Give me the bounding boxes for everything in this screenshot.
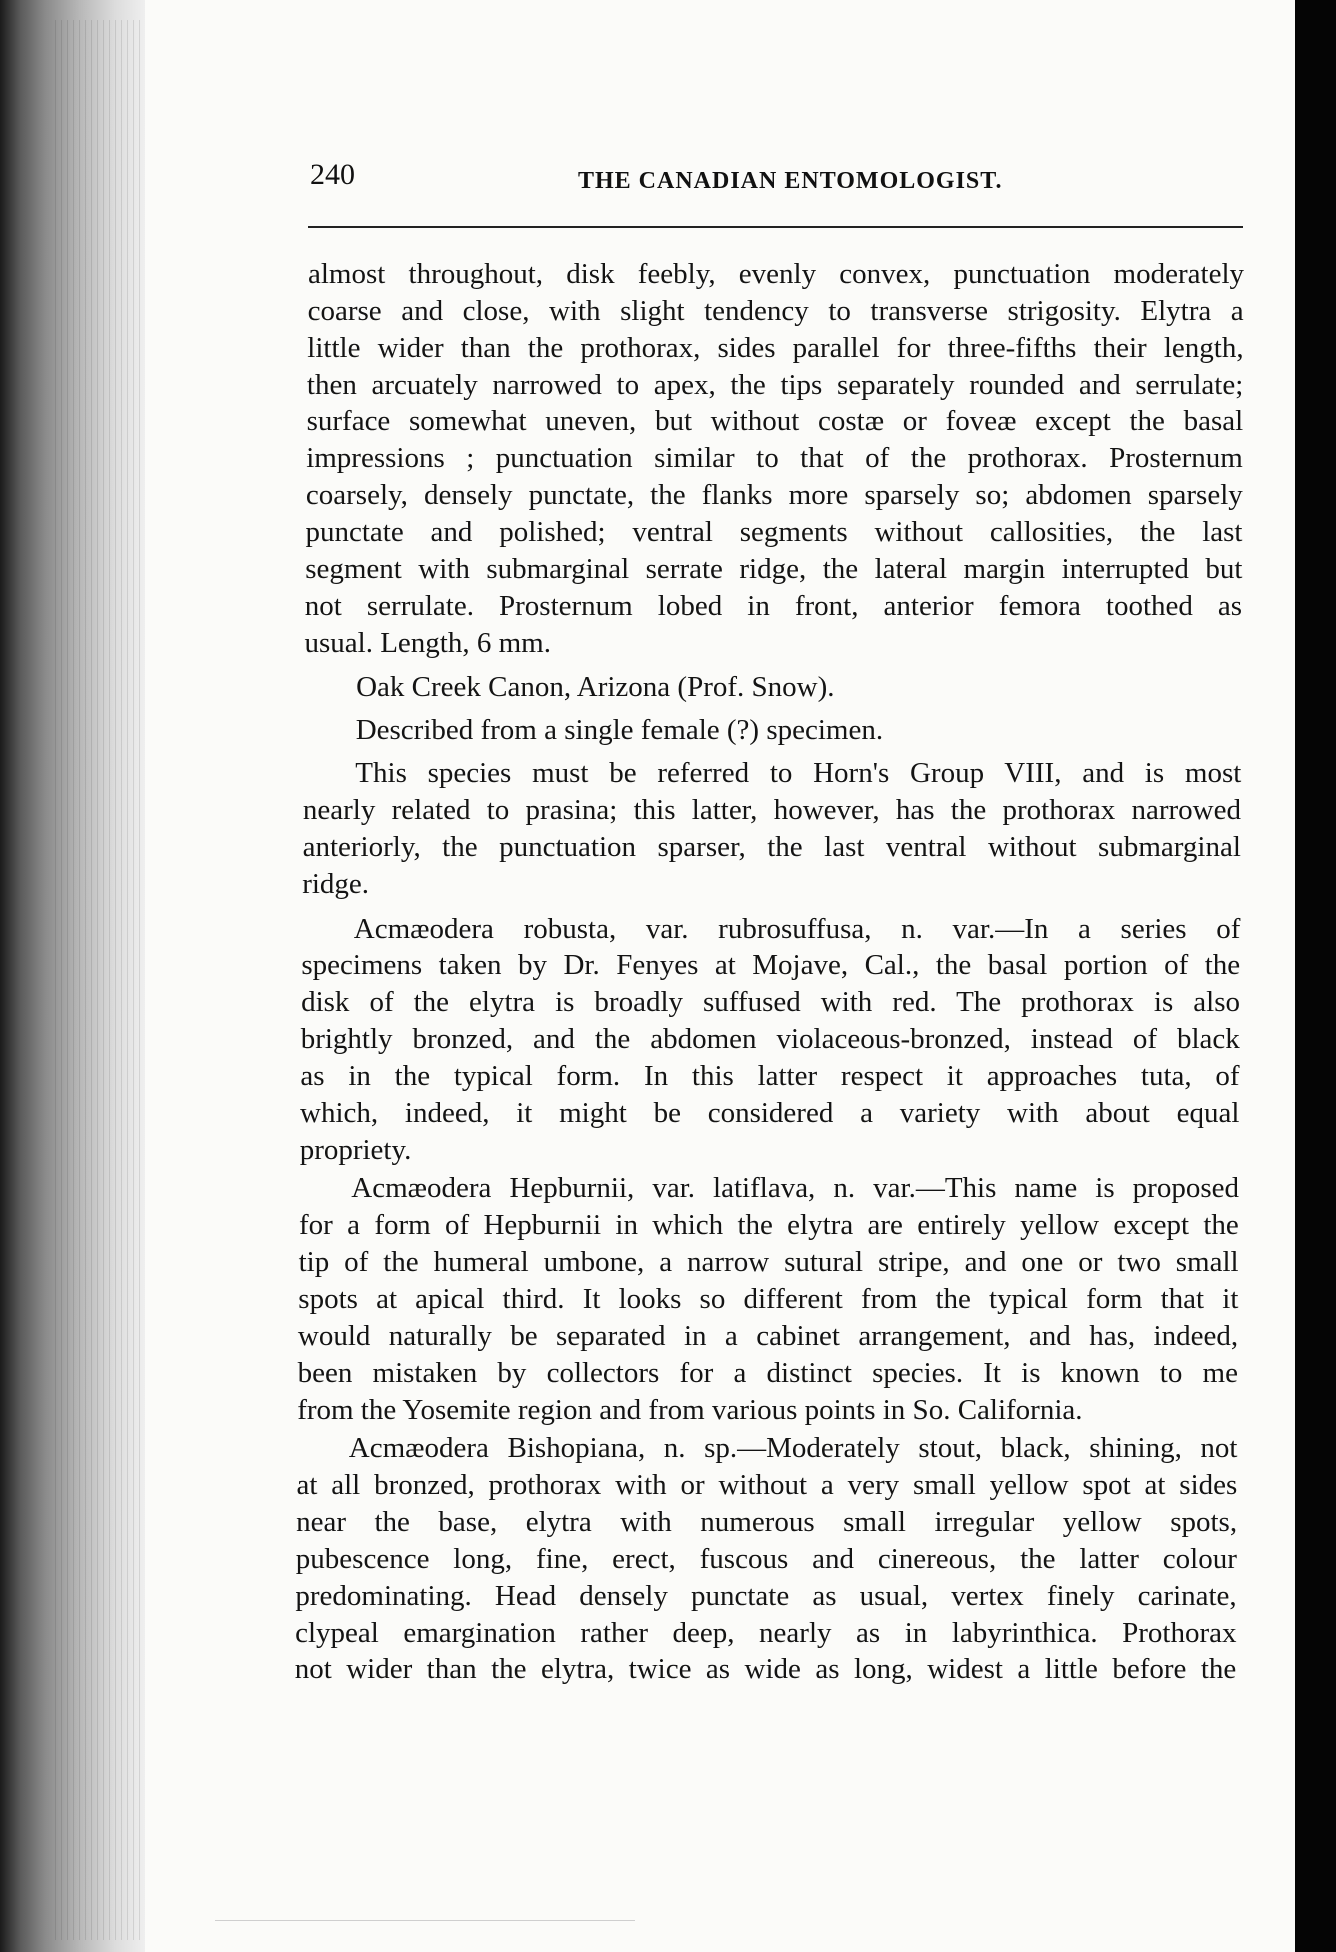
text-line: predominating. Head densely punctate as usual, vertex finely carinate, [295,1579,1237,1612]
text-line: which, indeed, it might be considered a variety with about equal [300,1096,1240,1129]
text-line: Acmæodera robusta, var. rubrosuffusa, n. var.—In a series of [353,912,1241,945]
text-line: spots at apical third. It looks so different from the typical form that it [298,1282,1239,1315]
text-line: nearly related to prasina; this latter, however, has the prothorax narrowed [302,793,1241,826]
bottom-rule [215,1920,635,1921]
text-line: almost throughout, disk feebly, evenly convex, punctuation moderately [308,258,1244,290]
text-line: anteriorly, the punctuation sparser, the last ventral without submarginal [302,830,1241,863]
text-line: near the base, elytra with numerous small irregular yellow spots, [296,1506,1238,1538]
text-line: punctate and polished; ventral segments without callosities, the last [305,516,1243,548]
text-line: usual. Length, 6 mm. [304,626,551,659]
text-line: Acmæodera Hepburnii, var. latiflava, n. var.—This name is proposed [351,1172,1239,1205]
text-line: for a form of Hepburnii in which the elytra are entirely yellow except the [299,1209,1239,1242]
text-line: Described from a single female (?) specimen. [355,714,884,747]
text-line: little wider than the prothorax, sides parallel for three-fifths their length, [307,331,1244,364]
text-line: surface somewhat uneven, but without costæ or foveæ except the basal [306,405,1244,438]
text-line: not serrulate. Prosternum lobed in front, anterior femora toothed as [304,589,1243,622]
text-line: Acmæodera Bishopiana, n. sp.—Moderately stout, black, shining, not [348,1432,1238,1465]
text-line: propriety. [299,1133,412,1166]
text-line: at all bronzed, prothorax with or without a very small yellow spot at sides [296,1469,1238,1502]
text-line: ridge. [302,867,370,900]
text-line: from the Yosemite region and from various points in So. California. [297,1393,1083,1426]
text-line: Oak Creek Canon, Arizona (Prof. Snow). [356,671,835,704]
text-line: not wider than the elytra, twice as wide as long, widest a little before the [294,1653,1237,1686]
text-line: specimens taken by Dr. Fenyes at Mojave, Cal., the basal portion of the [301,949,1241,982]
text-line: disk of the elytra is broadly suffused with red. The prothorax is also [301,986,1240,1019]
text-line: as in the typical form. In this latter respect it approaches tuta, of [300,1059,1240,1092]
text-line: brightly bronzed, and the abdomen violaceous-bronzed, instead of black [300,1023,1240,1055]
text-line: tip of the humeral umbone, a narrow sutural stripe, and one or two small [298,1246,1239,1279]
page-number: 240 [310,158,355,191]
text-line: clypeal emargination rather deep, nearly as in labyrinthica. Prothorax [295,1616,1237,1649]
text-line: pubescence long, fine, erect, fuscous and cinereous, the latter colour [295,1542,1237,1575]
text-line: then arcuately narrowed to apex, the tips separately rounded and serrulate; [306,368,1244,401]
text-line: coarse and close, with slight tendency to transverse strigosity. Elytra a [307,294,1244,327]
text-line: This species must be referred to Horn's Group VIII, and is most [355,757,1242,790]
running-head: THE CANADIAN ENTOMOLOGIST. [578,168,1003,194]
text-line: impressions ; punctuation similar to that of the prothorax. Prosternum [306,442,1243,475]
text-line: would naturally be separated in a cabinet arrangement, and has, indeed, [297,1319,1239,1352]
text-line: segment with submarginal serrate ridge, the lateral margin interrupted but [305,552,1243,585]
text-line: coarsely, densely punctate, the flanks more sparsely so; abdomen sparsely [305,479,1243,512]
text-line: been mistaken by collectors for a distinct species. It is known to me [297,1356,1238,1389]
